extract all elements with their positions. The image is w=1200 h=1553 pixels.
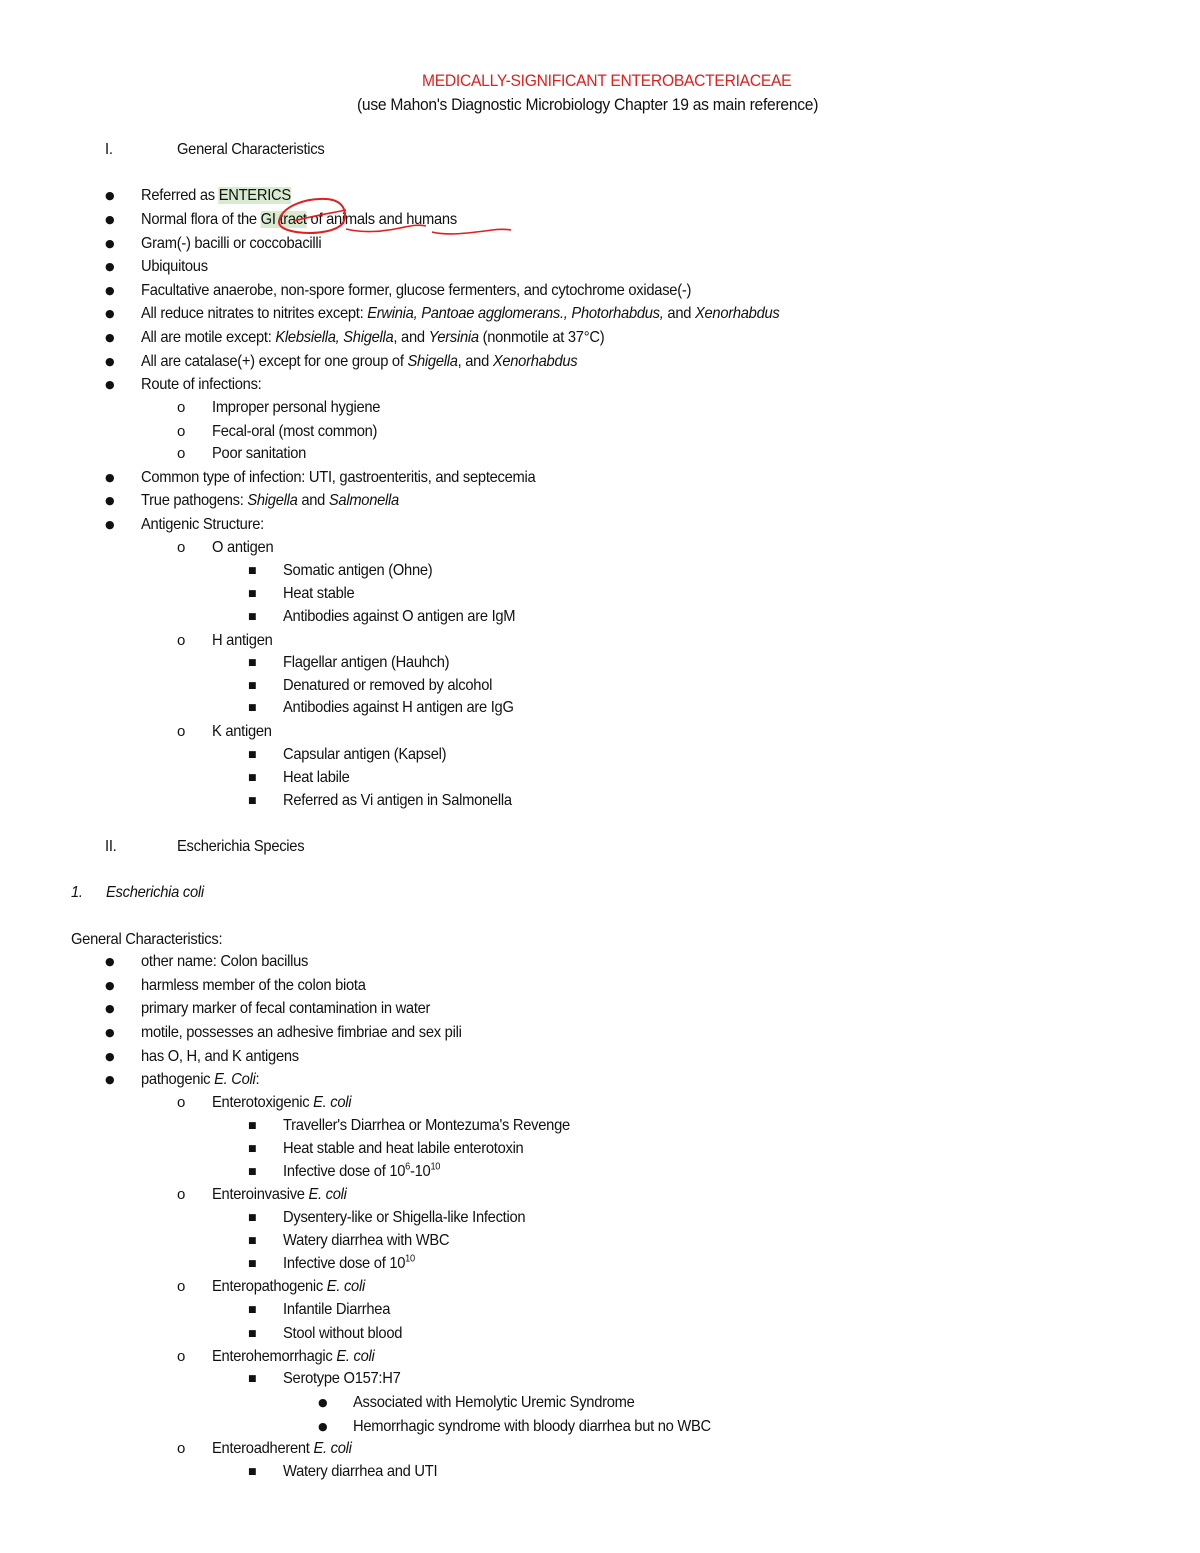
- square-bullet-icon: ■: [248, 1305, 257, 1315]
- list-item: Capsular antigen (Kapsel): [283, 746, 447, 763]
- list-item: Antibodies against H antigen are IgG: [283, 699, 514, 716]
- list-item: Heat stable and heat labile enterotoxin: [283, 1140, 524, 1157]
- square-bullet-icon: ■: [248, 773, 257, 783]
- list-item: Associated with Hemolytic Uremic Syndrome: [353, 1394, 635, 1411]
- list-item: Serotype O157:H7: [283, 1370, 401, 1387]
- list-item: has O, H, and K antigens: [141, 1048, 299, 1065]
- circle-bullet-icon: o: [177, 445, 186, 462]
- list-item: Antibodies against O antigen are IgM: [283, 608, 516, 625]
- list-item: H antigen: [212, 632, 273, 649]
- list-item: Dysentery-like or Shigella-like Infection: [283, 1209, 526, 1226]
- list-item: Flagellar antigen (Hauhch): [283, 654, 450, 671]
- section-numeral: I.: [105, 141, 113, 158]
- list-item: Denatured or removed by alcohol: [283, 677, 493, 694]
- list-item: Fecal-oral (most common): [212, 423, 378, 440]
- list-item: Watery diarrhea with WBC: [283, 1232, 450, 1249]
- circle-bullet-icon: o: [177, 1186, 186, 1203]
- circle-bullet-icon: o: [177, 423, 186, 440]
- list-item: K antigen: [212, 723, 272, 740]
- list-item: harmless member of the colon biota: [141, 977, 366, 994]
- document-subtitle: (use Mahon's Diagnostic Microbiology Chapter 19 as main reference): [357, 95, 819, 114]
- list-item: Antigenic Structure:: [141, 516, 264, 533]
- list-item: Infective dose of $10^6-10^{10}$: [283, 1161, 441, 1180]
- list-item: All are motile except: Klebsiella, Shigella, and Yersinia (nonmotile at 37°C): [141, 329, 605, 346]
- bullet-icon: ●: [318, 1420, 328, 1433]
- list-item: Ubiquitous: [141, 258, 208, 275]
- square-bullet-icon: ■: [248, 1167, 257, 1177]
- bullet-icon: ●: [105, 1073, 115, 1086]
- bullet-icon: ●: [318, 1396, 328, 1409]
- square-bullet-icon: ■: [248, 1121, 257, 1131]
- list-item: Normal flora of the GI tract of animals and humans: [141, 211, 457, 228]
- subsection-number: 1.: [71, 884, 83, 901]
- square-bullet-icon: ■: [248, 750, 257, 760]
- square-bullet-icon: ■: [248, 658, 257, 668]
- square-bullet-icon: ■: [248, 1236, 257, 1246]
- list-item: Heat labile: [283, 769, 350, 786]
- square-bullet-icon: ■: [248, 681, 257, 691]
- list-item: Common type of infection: UTI, gastroenteritis, and septecemia: [141, 469, 536, 486]
- bullet-icon: ●: [105, 237, 115, 250]
- bullet-icon: ●: [105, 979, 115, 992]
- list-item: True pathogens: Shigella and Salmonella: [141, 492, 399, 509]
- circle-bullet-icon: o: [177, 1440, 186, 1457]
- list-item: Facultative anaerobe, non-spore former, glucose fermenters, and cytochrome oxidase(-): [141, 282, 692, 299]
- bullet-icon: ●: [105, 189, 115, 202]
- square-bullet-icon: ■: [248, 1374, 257, 1384]
- square-bullet-icon: ■: [248, 612, 257, 622]
- bullet-icon: ●: [105, 213, 115, 226]
- list-item: Enteropathogenic E. coli: [212, 1278, 365, 1295]
- circle-bullet-icon: o: [177, 723, 186, 740]
- bullet-icon: ●: [105, 355, 115, 368]
- list-item: Enterohemorrhagic E. coli: [212, 1348, 375, 1365]
- list-item: All are catalase(+) except for one group of Shigella, and Xenorhabdus: [141, 353, 578, 370]
- list-item: Heat stable: [283, 585, 355, 602]
- list-item: Gram(-) bacilli or coccobacilli: [141, 235, 322, 252]
- list-item: All reduce nitrates to nitrites except: Erwinia, Pantoae agglomerans., Photorhabdus, and Xenorhabdus: [141, 305, 780, 322]
- bullet-icon: ●: [105, 260, 115, 273]
- circle-bullet-icon: o: [177, 1348, 186, 1365]
- subsection-label: General Characteristics:: [71, 931, 223, 948]
- bullet-icon: ●: [105, 331, 115, 344]
- list-item: Hemorrhagic syndrome with bloody diarrhea but no WBC: [353, 1418, 711, 1435]
- document-title: MEDICALLY-SIGNIFICANT ENTEROBACTERIACEAE: [422, 71, 792, 90]
- list-item: motile, possesses an adhesive fimbriae and sex pili: [141, 1024, 462, 1041]
- list-item: Somatic antigen (Ohne): [283, 562, 433, 579]
- bullet-icon: ●: [105, 284, 115, 297]
- section-heading: General Characteristics: [177, 141, 325, 158]
- list-item: Enterotoxigenic E. coli: [212, 1094, 352, 1111]
- square-bullet-icon: ■: [248, 1259, 257, 1269]
- square-bullet-icon: ■: [248, 566, 257, 576]
- highlighted-text: ENTERICS: [218, 187, 291, 204]
- section-heading: Escherichia Species: [177, 838, 305, 855]
- section-numeral: II.: [105, 838, 117, 855]
- bullet-icon: ●: [105, 471, 115, 484]
- circle-bullet-icon: o: [177, 1094, 186, 1111]
- circle-bullet-icon: o: [177, 632, 186, 649]
- square-bullet-icon: ■: [248, 703, 257, 713]
- list-item: other name: Colon bacillus: [141, 953, 309, 970]
- list-item: primary marker of fecal contamination in water: [141, 1000, 431, 1017]
- square-bullet-icon: ■: [248, 589, 257, 599]
- list-item: Route of infections:: [141, 376, 262, 393]
- square-bullet-icon: ■: [248, 1213, 257, 1223]
- circle-bullet-icon: o: [177, 539, 186, 556]
- list-item: O antigen: [212, 539, 274, 556]
- square-bullet-icon: ■: [248, 1144, 257, 1154]
- list-item: Enteroinvasive E. coli: [212, 1186, 347, 1203]
- bullet-icon: ●: [105, 378, 115, 391]
- square-bullet-icon: ■: [248, 796, 257, 806]
- list-item: Poor sanitation: [212, 445, 307, 462]
- square-bullet-icon: ■: [248, 1329, 257, 1339]
- subsection-heading: Escherichia coli: [106, 884, 204, 901]
- list-item: Stool without blood: [283, 1325, 403, 1342]
- square-bullet-icon: ■: [248, 1467, 257, 1477]
- circle-bullet-icon: o: [177, 1278, 186, 1295]
- list-item: Watery diarrhea and UTI: [283, 1463, 438, 1480]
- bullet-icon: ●: [105, 1050, 115, 1063]
- list-item: Enteroadherent E. coli: [212, 1440, 352, 1457]
- list-item: Infective dose of $10^{10}$: [283, 1253, 415, 1272]
- highlighted-text: GI tract: [260, 211, 307, 228]
- bullet-icon: ●: [105, 518, 115, 531]
- list-item: Referred as ENTERICS: [141, 187, 291, 204]
- bullet-icon: ●: [105, 494, 115, 507]
- list-item: Improper personal hygiene: [212, 399, 381, 416]
- bullet-icon: ●: [105, 1026, 115, 1039]
- list-item: pathogenic E. Coli:: [141, 1071, 260, 1088]
- bullet-icon: ●: [105, 307, 115, 320]
- bullet-icon: ●: [105, 1002, 115, 1015]
- list-item: Traveller's Diarrhea or Montezuma's Revenge: [283, 1117, 570, 1134]
- circle-bullet-icon: o: [177, 399, 186, 416]
- list-item: Infantile Diarrhea: [283, 1301, 391, 1318]
- list-item: Referred as Vi antigen in Salmonella: [283, 792, 512, 809]
- bullet-icon: ●: [105, 955, 115, 968]
